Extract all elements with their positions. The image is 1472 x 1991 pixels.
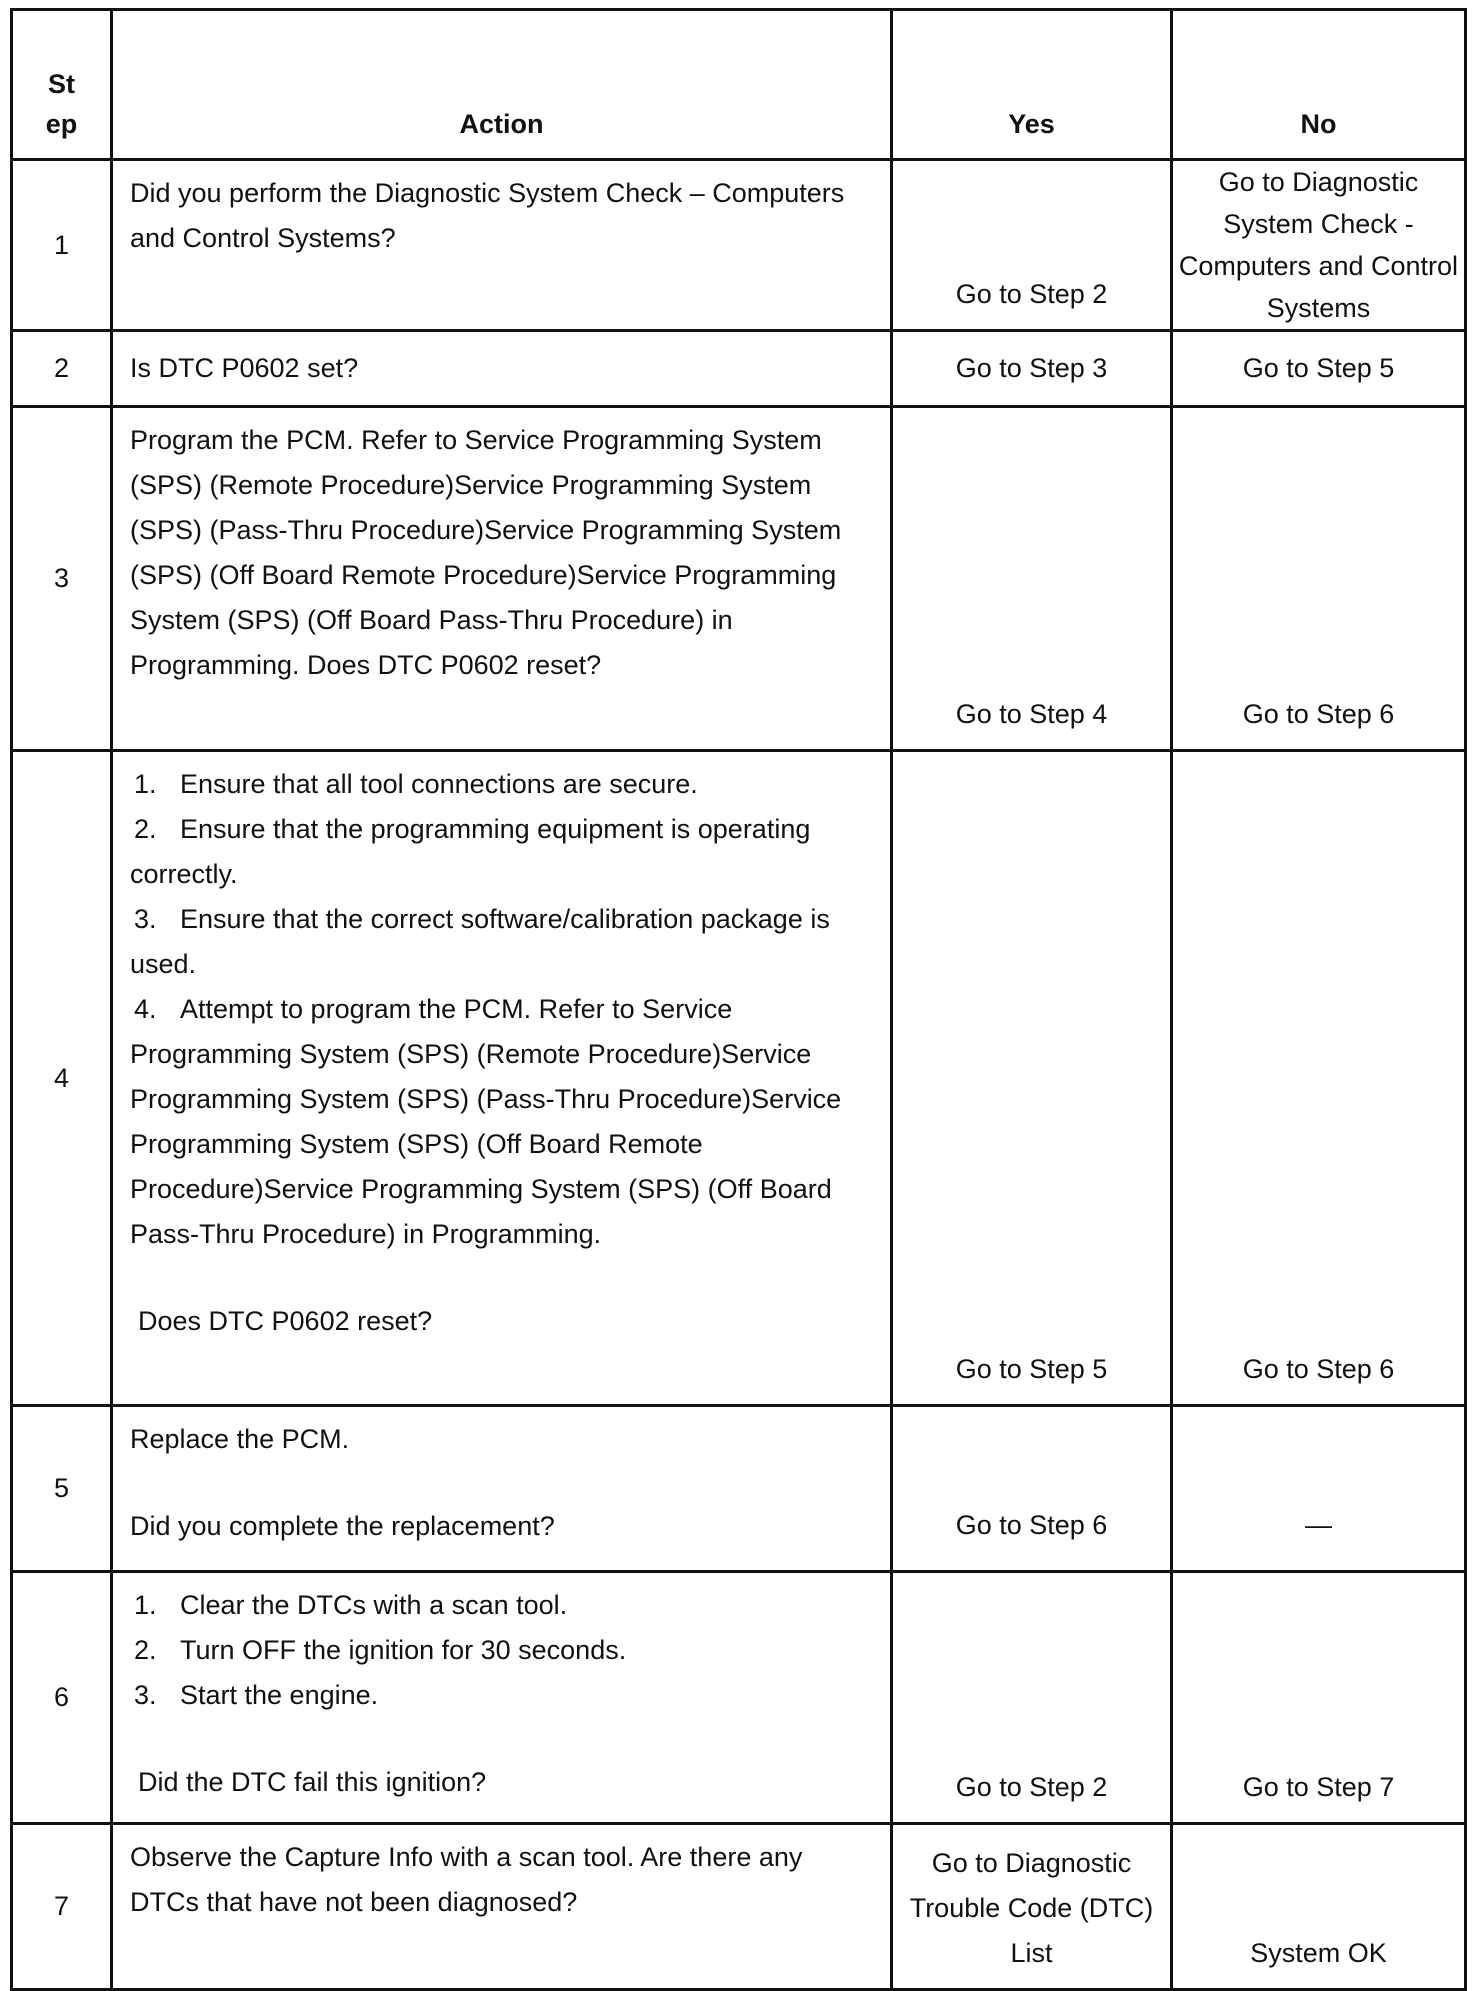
list-item: 4. Attempt to program the PCM. Refer to Service Programming System (SPS) (Remote Procedure)Service Programming System (SPS) (Pass-Thru Procedure)Service Programming System (SPS) (Off Board Remote Procedure)Service Programming System (SPS) (Off Board Pass-Thru Procedure) in Programming. bbox=[130, 994, 842, 1249]
action-text: Did you perform the Diagnostic System Check – Computers and Control Systems? bbox=[112, 160, 892, 331]
table-row bbox=[12, 407, 1466, 751]
step-number: 2 bbox=[12, 331, 112, 407]
action-cell bbox=[112, 1406, 892, 1572]
question-text: Did you complete the replacement? bbox=[130, 1511, 555, 1541]
header-no: No bbox=[1172, 10, 1466, 160]
no-result: Go to Step 6 bbox=[1172, 751, 1466, 1406]
table-row bbox=[12, 160, 1466, 331]
step-number: 4 bbox=[12, 751, 112, 1406]
action-text: Program the PCM. Refer to Service Programming System (SPS) (Remote Procedure)Service Programming System (SPS) (Pass-Thru Procedure)Service Programming System (SPS) (Off Board Remote Procedure)Service Programming System (SPS) (Off Board Pass-Thru Procedure) in Programming. Does DTC P0602 reset? bbox=[112, 407, 892, 751]
list-item: 2. Turn OFF the ignition for 30 seconds. bbox=[134, 1635, 627, 1665]
diagnostic-table-document bbox=[10, 8, 1464, 1968]
list-item: 3. Start the engine. bbox=[134, 1680, 379, 1710]
yes-result: Go to Step 6 bbox=[892, 1406, 1172, 1572]
no-result: Go to Step 5 bbox=[1172, 331, 1466, 407]
yes-result: Go to Step 3 bbox=[892, 331, 1172, 407]
list-item: 3. Ensure that the correct software/calibration package is used. bbox=[130, 904, 830, 979]
action-cell bbox=[112, 1572, 892, 1824]
yes-result: Go to Step 2 bbox=[892, 160, 1172, 331]
question-text: Does DTC P0602 reset? bbox=[138, 1306, 433, 1336]
yes-result: Go to Step 5 bbox=[892, 751, 1172, 1406]
table-row bbox=[12, 751, 1466, 1406]
table-row bbox=[12, 331, 1466, 407]
table-row bbox=[12, 1572, 1466, 1824]
table-row bbox=[12, 1406, 1466, 1572]
step-number: 5 bbox=[12, 1406, 112, 1572]
list-item: 2. Ensure that the programming equipment is operating correctly. bbox=[130, 814, 811, 889]
diagnostic-steps-table bbox=[10, 8, 1467, 1991]
table-header-row bbox=[12, 10, 1466, 160]
action-text: Is DTC P0602 set? bbox=[112, 331, 892, 407]
question-text: Did the DTC fail this ignition? bbox=[138, 1767, 487, 1797]
step-number: 7 bbox=[12, 1824, 112, 1990]
list-item: 1. Ensure that all tool connections are secure. bbox=[134, 769, 698, 799]
yes-result: Go to Step 4 bbox=[892, 407, 1172, 751]
yes-result: Go to Step 2 bbox=[892, 1572, 1172, 1824]
no-result: System OK bbox=[1172, 1824, 1466, 1990]
action-text: Replace the PCM. bbox=[130, 1424, 350, 1454]
yes-result: Go to Diagnostic Trouble Code (DTC) List bbox=[892, 1824, 1172, 1990]
action-text: Observe the Capture Info with a scan tool. Are there any DTCs that have not been diagnosed? bbox=[112, 1824, 892, 1990]
table-row bbox=[12, 1824, 1466, 1990]
list-item: 1. Clear the DTCs with a scan tool. bbox=[134, 1590, 568, 1620]
no-result: Go to Diagnostic System Check - Computers and Control Systems bbox=[1172, 160, 1466, 331]
step-number: 1 bbox=[12, 160, 112, 331]
action-cell bbox=[112, 751, 892, 1406]
header-action: Action bbox=[112, 10, 892, 160]
no-result: Go to Step 6 bbox=[1172, 407, 1466, 751]
header-yes: Yes bbox=[892, 10, 1172, 160]
step-number: 6 bbox=[12, 1572, 112, 1824]
no-result: — bbox=[1172, 1406, 1466, 1572]
no-result: Go to Step 7 bbox=[1172, 1572, 1466, 1824]
step-number: 3 bbox=[12, 407, 112, 751]
header-step: St ep bbox=[12, 10, 112, 160]
